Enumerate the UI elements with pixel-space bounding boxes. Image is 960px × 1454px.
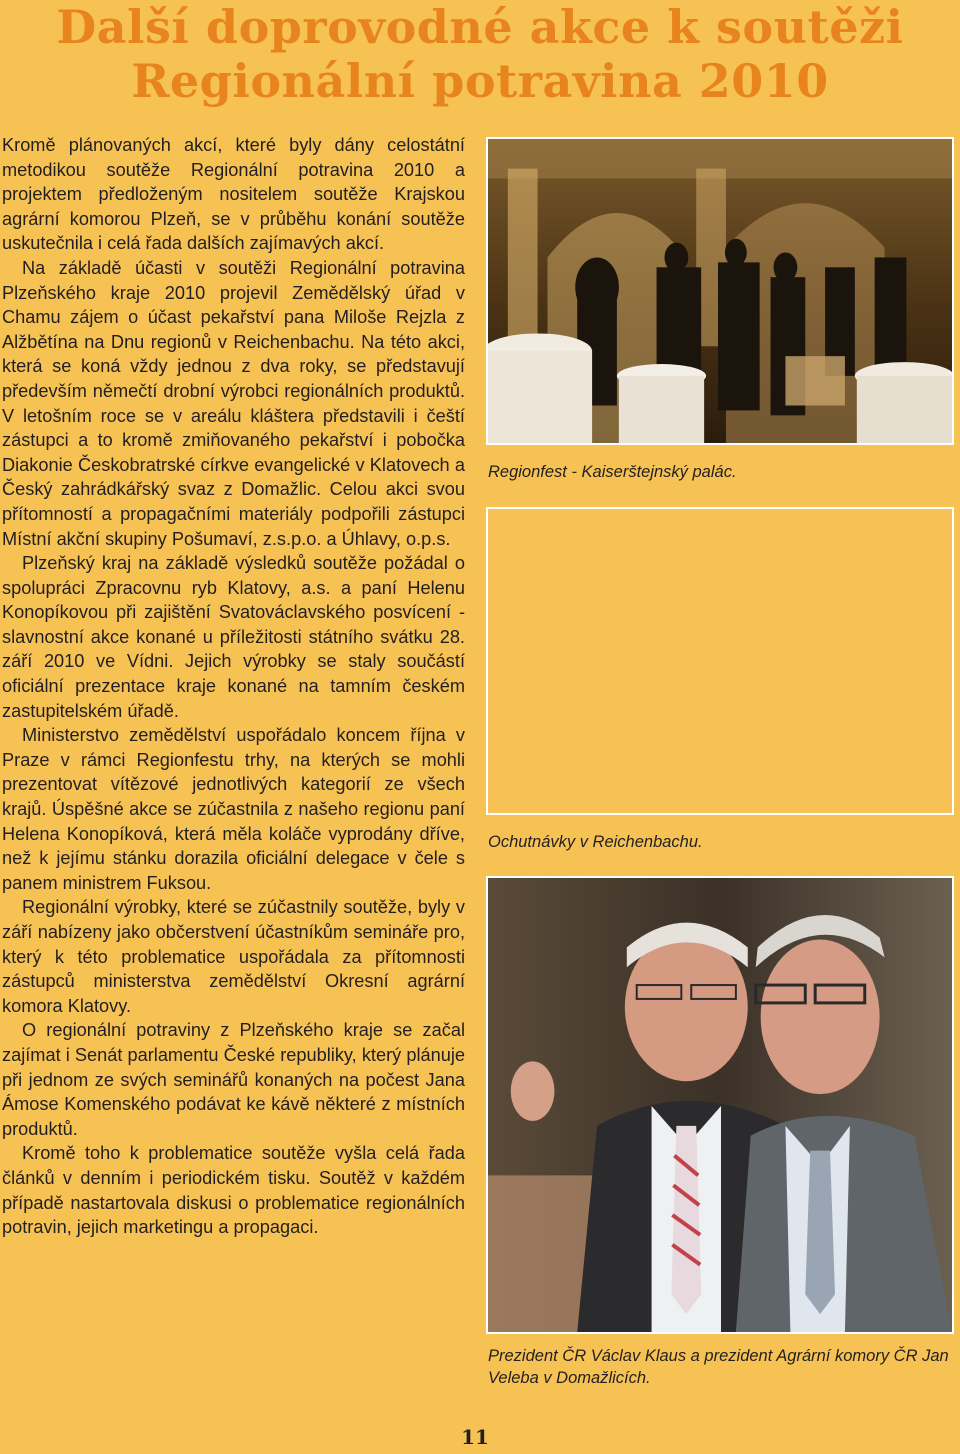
paragraph-7: Kromě toho k problematice soutěže vyšla celá řada článků v denním i periodickém tisku. Soutěž v každém případě nastartovala diskusi o problematice regionálních potravin, jejich marketingu a propagaci. — [2, 1143, 465, 1238]
page-number: 11 — [461, 1425, 489, 1449]
photo-domazlice-presidents — [486, 876, 954, 1334]
paragraph-4: Ministerstvo zemědělství uspořádalo koncem října v Praze v rámci Regionfestu trhy, na kterých se mohli prezentovat vítězové jednotlivých kategorií ze všech krajů. Úspěšné akce se zúčastnila z našeho regionu paní Helena Konopíková, která měla koláče vyprodány dříve, než k jejímu stánku dorazila oficiální delegace v čele s panem ministrem Fuksou. — [2, 725, 465, 893]
paragraph-3: Plzeňský kraj na základě výsledků soutěže požádal o spolupráci Zpracovnu ryb Klatovy, a.s. a paní Helenu Konopíkovou při zajištění Svatováclavského posvícení - slavnostní akce konané u příležitosti státního svátku 28. září 2010 ve Vídni. Jejich výrobky se staly součástí oficiální prezentace kraje konané na tamním českém zastupitelském úřadě. — [2, 553, 465, 721]
caption-photo-3: Prezident ČR Václav Klaus a prezident Agrární komory ČR Jan Veleba v Domažlicích. — [488, 1347, 949, 1387]
photo-regionfest-image — [488, 139, 952, 443]
caption-photo-1: Regionfest - Kaiserštejnský palác. — [488, 463, 737, 481]
paragraph-6: O regionální potraviny z Plzeňského kraje se začal zajímat i Senát parlamentu České republiky, který plánuje při jednom ze svých seminářů konaných na počest Jana Ámose Komenského podávat ke kávě některé z místních produktů. — [2, 1020, 465, 1139]
page-title-line-2: Regionální potravina 2010 — [131, 54, 829, 108]
paragraph-5: Regionální výrobky, které se zúčastnily soutěže, byly v září nabízeny jako občerstvení účastníkům semináře pro, který k této problematice uspořádala za přítomnosti zástupců ministerstva zemědělství Okresní agrární komora Klatovy. — [2, 897, 465, 1016]
paragraph-1: Kromě plánovaných akcí, které byly dány celostátní metodikou soutěže Regionální potravina 2010 a projektem předloženým nositelem soutěže Krajskou agrární komorou Plzeň, se v průběhu konání soutěže uskutečnila i celá řada dalších zajímavých akcí. — [2, 135, 465, 254]
photo-presidents-image — [488, 878, 952, 1332]
caption-photo-2: Ochutnávky v Reichenbachu. — [488, 833, 703, 851]
photo-reichenbach-frame — [486, 507, 954, 815]
page-title-line-1: Další doprovodné akce k soutěži — [56, 0, 904, 54]
article-body — [2, 133, 465, 1240]
page-title — [0, 0, 960, 108]
photo-regionfest-hall — [486, 137, 954, 445]
paragraph-2: Na základě účasti v soutěži Regionální potravina Plzeňského kraje 2010 projevil Zemědělský úřad v Chamu zájem o účast pekařství pana Miloše Rejzla z Alžbětína na Dnu regionů v Reichenbachu. Na této akci, která se koná vždy jednou z dva roky, se představují především němečtí drobní výrobci regionálních produktů. V letošním roce se v areálu kláštera představili i čeští zástupci a to kromě zmiňovaného pekařství i pobočka Diakonie Českobratrské církve evangelické v Klatovech a Český zahrádkářský svaz z Domažlic. Celou akci svou přítomností a propagačními materiály podpořili zástupci Místní akční skupiny Pošumaví, z.s.p.o. a Úhlavy, o.p.s. — [2, 257, 465, 549]
